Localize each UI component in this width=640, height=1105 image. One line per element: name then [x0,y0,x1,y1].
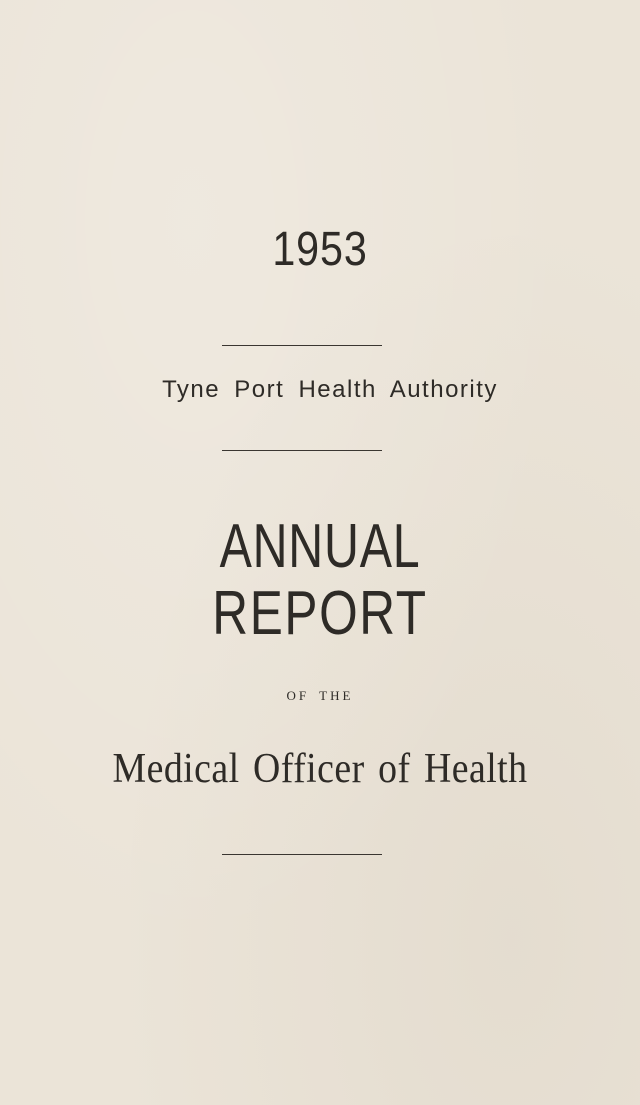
connector-text: OF THE [286,688,354,703]
divider-middle [222,450,382,451]
title-line-report: REPORT [212,579,428,648]
report-year: 1953 [272,223,368,276]
officer-title: Medical Officer of Health [112,746,528,792]
divider-bottom [222,854,382,855]
divider-top [222,345,382,346]
title-line-annual: ANNUAL [219,512,421,581]
authority-name: Tyne Port Health Authority [162,376,498,403]
